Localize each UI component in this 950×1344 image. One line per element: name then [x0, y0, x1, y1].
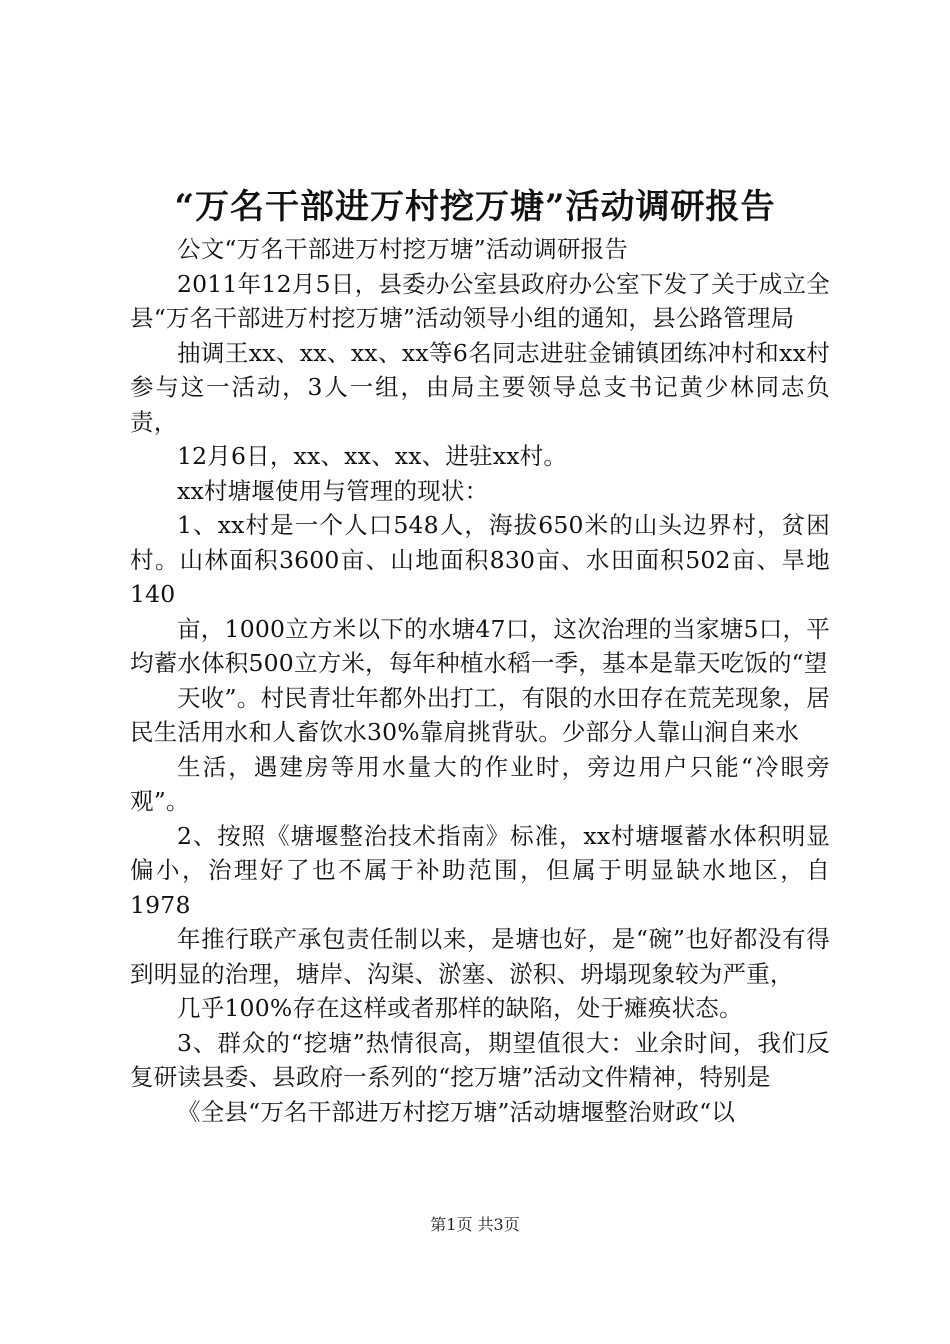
- paragraph: 2011年12月5日，县委办公室县政府办公室下发了关于成立全县“万名干部进万村挖万塘”活动领导小组的通知，县公路管理局: [130, 269, 830, 332]
- paragraph: 公文“万名干部进万村挖万塘”活动调研报告: [177, 235, 629, 263]
- paragraph: 1、xx村是一个人口548人，海拔650米的山头边界村，贫困村。山林面积3600亩、山地面积830亩、水田面积502亩、旱地140: [130, 511, 830, 608]
- page-number-footer: 第1页 共3页: [430, 1215, 520, 1234]
- paragraph: 几乎100%存在这样或者那样的缺陷，处于瘫痪状态。: [177, 994, 743, 1022]
- paragraph: 2、按照《塘堰整治技术指南》标准，xx村塘堰蓄水体积明显偏小，治理好了也不属于补助范围，但属于明显缺水地区，自1978: [130, 821, 830, 919]
- paragraph: 亩，1000立方米以下的水塘47口，这次治理的当家塘5口，平均蓄水体积500立方米，每年种植水稻一季，基本是靠天吃饭的“望: [130, 614, 830, 677]
- paragraph: 3、群众的“挖塘”热情很高，期望值很大：业余时间，我们反复研读县委、县政府一系列的“挖万塘”活动文件精神，特别是: [130, 1028, 830, 1091]
- paragraph: 《全县“万名干部进万村挖万塘”活动塘堰整治财政“以: [177, 1097, 736, 1126]
- paragraph: 生活，遇建房等用水量大的作业时，旁边用户只能“冷眼旁观”。: [130, 752, 830, 815]
- document-title: “万名干部进万村挖万塘”活动调研报告: [174, 187, 776, 227]
- paragraph: 年推行联产承包责任制以来，是塘也好，是“碗”也好都没有得到明显的治理，塘岸、沟渠、淤塞、淤积、坍塌现象较为严重，: [130, 925, 830, 988]
- document-body: [130, 232, 830, 1129]
- paragraph: 抽调王xx、xx、xx、xx等6名同志进驻金铺镇团练冲村和xx村参与这一活动，3人一组，由局主要领导总支书记黄少林同志负责，: [130, 338, 830, 436]
- paragraph: 12月6日，xx、xx、xx、进驻xx村。: [177, 442, 568, 470]
- paragraph: xx村塘堰使用与管理的现状：: [177, 476, 489, 505]
- paragraph: 天收”。村民青壮年都外出打工，有限的水田存在荒芜现象，居民生活用水和人畜饮水30%靠肩挑背驮。少部分人靠山涧自来水: [130, 683, 830, 746]
